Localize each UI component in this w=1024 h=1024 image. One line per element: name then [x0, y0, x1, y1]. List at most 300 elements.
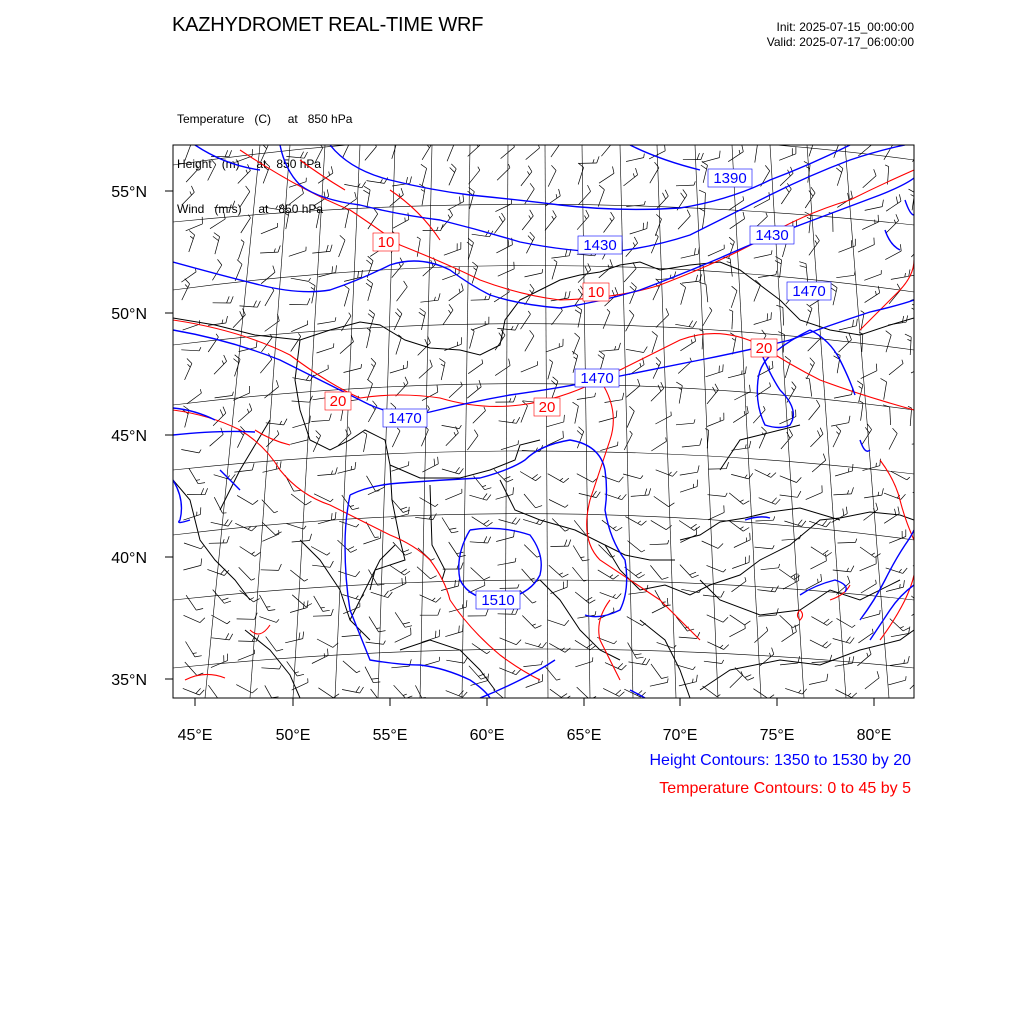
wind-barb-flag [200, 389, 201, 393]
wind-barb-flag [560, 478, 563, 481]
wind-barb-flag [232, 201, 234, 208]
wind-barb-flag [732, 338, 735, 340]
wind-barb-staff [547, 620, 564, 626]
wind-barb-flag [876, 364, 877, 371]
wind-barb-flag [871, 553, 874, 555]
wind-barb-flag [609, 136, 613, 142]
wind-barb-flag [511, 326, 513, 330]
wind-barb-staff [261, 272, 275, 284]
wind-barb-flag [355, 192, 357, 199]
wind-barb-staff [624, 689, 640, 697]
wind-barb-flag [379, 631, 386, 632]
wind-barb-flag [724, 645, 729, 650]
wind-barb-flag [297, 674, 304, 676]
wind-barb-flag [587, 644, 593, 648]
wind-barb-flag [807, 304, 812, 308]
wind-barb-flag [333, 694, 339, 698]
wind-barb-flag [488, 674, 489, 681]
wind-barb-staff [680, 472, 698, 475]
wind-barb-flag [551, 381, 556, 386]
wind-barb-flag [310, 534, 312, 541]
wind-barb-staff [499, 668, 516, 675]
wind-barb-flag [224, 520, 228, 526]
wind-barb-flag [253, 599, 259, 602]
wind-barb-staff [422, 637, 439, 643]
wind-barb-flag [409, 507, 410, 514]
wind-barb-staff [890, 619, 903, 631]
wind-barb-flag [222, 361, 224, 365]
wind-barb-flag [405, 218, 406, 222]
wind-barb-flag [585, 216, 587, 220]
wind-barb-flag [231, 474, 235, 480]
wind-barb-flag [535, 626, 541, 629]
wind-barb-staff [780, 476, 797, 483]
wind-barb-flag [450, 168, 455, 173]
wind-barb-staff [291, 278, 309, 281]
wind-barb-staff [259, 617, 276, 623]
wind-barb-staff [522, 216, 533, 230]
wind-barb-flag [485, 488, 492, 490]
wind-barb-flag [636, 572, 642, 576]
wind-barb-flag [205, 488, 208, 494]
wind-barb-flag [190, 192, 192, 196]
latitude-labels [111, 184, 147, 689]
wind-barb-staff [183, 324, 200, 330]
init-time: Init: 2025-07-15_00:00:00 [776, 20, 914, 34]
wind-barb-flag [357, 671, 361, 673]
wind-barb-flag [588, 263, 591, 269]
wind-barb-staff [754, 631, 767, 643]
wind-barb-staff [579, 493, 597, 497]
wind-barb-staff [317, 474, 335, 476]
temperature-label [325, 392, 351, 410]
wind-barb-flag [452, 532, 459, 533]
wind-barb-staff [761, 568, 779, 570]
wind-barb-flag [482, 359, 483, 363]
wind-barb-flag [280, 461, 281, 468]
wind-barb-flag [715, 384, 718, 390]
wind-barb-staff [886, 201, 901, 211]
wind-barb-staff [914, 471, 928, 482]
wind-barb-staff [552, 519, 565, 532]
wind-barb-staff [496, 245, 512, 253]
wind-barb-staff [238, 654, 255, 661]
wind-barb-flag [508, 164, 510, 168]
wind-barb-flag [629, 310, 634, 315]
wind-barb-flag [279, 564, 282, 570]
wind-barb-staff [316, 210, 320, 228]
wind-barb-flag [610, 259, 612, 266]
wind-barb-staff [678, 216, 690, 229]
wind-barb-flag [907, 477, 910, 480]
wind-barb-flag [335, 512, 336, 519]
wind-barb-flag [904, 660, 905, 664]
wind-barb-flag [528, 236, 533, 241]
wind-barb-flag [618, 495, 621, 498]
wind-barb-flag [869, 648, 871, 655]
wind-barb-staff [500, 638, 517, 645]
wind-barb-staff [707, 420, 724, 427]
wind-barb-staff [809, 215, 811, 233]
wind-barb-flag [643, 223, 644, 230]
wind-barb-staff [237, 495, 253, 504]
wind-barb-flag [619, 343, 621, 350]
wind-barb-staff [183, 565, 201, 570]
wind-barb-staff [289, 193, 303, 204]
wind-barb-flag [516, 670, 521, 675]
wind-barb-flag [902, 360, 903, 364]
wind-barb-staff [472, 517, 487, 527]
wind-barb-staff [184, 615, 200, 622]
wind-barb-flag [284, 419, 287, 425]
wind-barb-staff [650, 168, 659, 184]
wind-barb-flag [745, 675, 751, 678]
wind-barb-flag [516, 640, 521, 645]
wind-barb-staff [911, 596, 925, 608]
lon-label: 55°E [372, 727, 408, 744]
wind-barb-staff [653, 362, 661, 378]
wind-barb-flag [213, 236, 219, 240]
wind-barb-flag [745, 577, 746, 581]
wind-barb-flag [694, 181, 695, 185]
wind-barb-staff [708, 249, 724, 256]
wind-barb-flag [483, 494, 487, 500]
wind-barb-flag [345, 137, 350, 142]
wind-barb-flag [723, 569, 726, 572]
wind-barb-flag [401, 188, 403, 195]
wind-barb-flag [656, 357, 661, 362]
wind-barb-flag [564, 415, 565, 422]
wind-barb-flag [730, 243, 733, 246]
page-title: KAZHYDROMET REAL-TIME WRF [172, 14, 484, 36]
wind-barb-flag [434, 297, 435, 301]
wind-barb-staff [240, 192, 250, 207]
wind-barb-flag [619, 692, 624, 697]
wind-barb-staff [261, 227, 278, 234]
axis-ticks [165, 191, 874, 706]
wind-barb-flag [621, 665, 626, 670]
wind-barb-flag [924, 598, 926, 605]
wind-barb-staff [884, 514, 899, 524]
wind-barb-flag [696, 675, 697, 682]
wind-barb-flag [723, 364, 724, 371]
wind-barb-flag [928, 480, 932, 482]
wind-barb-staff [755, 547, 773, 549]
wind-barb-staff [548, 362, 553, 379]
wind-barb-flag [694, 248, 695, 255]
wind-barb-staff [651, 441, 666, 451]
wind-barb-flag [459, 468, 463, 474]
wind-barb-staff [471, 300, 489, 301]
wind-barb-staff [521, 406, 528, 423]
wind-barb-staff [676, 185, 694, 186]
wind-barb-flag [397, 309, 402, 314]
wind-barb-flag [221, 569, 226, 574]
wind-barb-flag [229, 150, 232, 157]
wind-barb-flag [726, 462, 728, 469]
wind-barb-staff [233, 393, 249, 400]
wind-barb-staff [914, 636, 931, 641]
wind-barb-flag [818, 579, 819, 583]
wind-barb-staff [884, 144, 893, 160]
wind-barb-flag [247, 409, 248, 413]
wind-barb-staff [889, 364, 903, 375]
wind-barb-flag [478, 167, 480, 171]
wind-barb-flag [227, 296, 230, 303]
wind-barb-flag [553, 210, 557, 216]
wind-barb-flag [198, 483, 205, 484]
wind-barb-staff [858, 245, 874, 253]
wind-barb-flag [403, 694, 407, 695]
wind-barb-staff [468, 363, 483, 373]
wind-barb-staff [185, 364, 192, 380]
wind-barb-flag [662, 677, 669, 679]
wind-barb-flag [559, 573, 563, 575]
wind-barb-flag [897, 284, 900, 290]
wind-barb-flag [518, 584, 519, 588]
wind-barb-flag [649, 488, 651, 495]
wind-barb-flag [852, 693, 857, 698]
wind-barb-flag [459, 197, 460, 204]
wind-barb-flag [861, 311, 864, 313]
wind-barb-staff [186, 642, 195, 657]
wind-barb-staff [809, 681, 827, 685]
wind-barb-flag [253, 500, 259, 504]
wind-barb-flag [720, 645, 723, 648]
wind-barb-flag [303, 632, 304, 639]
wind-barb-staff [730, 615, 745, 625]
wind-barb-flag [231, 296, 234, 303]
wind-barb-staff [317, 321, 335, 324]
wind-barb-staff [837, 618, 853, 627]
wind-barb-staff [779, 569, 794, 579]
wind-barb-flag [474, 430, 478, 436]
svg-text:1470: 1470 [388, 410, 422, 427]
wind-barb-flag [249, 404, 251, 411]
wind-barb-flag [565, 648, 570, 652]
wind-barb-staff [290, 570, 304, 581]
wind-barb-flag [404, 571, 410, 575]
wind-barb-staff [339, 240, 345, 257]
wind-barb-flag [900, 626, 904, 628]
wind-barb-staff [707, 565, 724, 572]
wind-barb-staff [577, 474, 593, 483]
wind-barb-flag [722, 660, 724, 664]
wind-barb-staff [238, 171, 251, 184]
wind-barb-flag [331, 166, 333, 173]
wind-barb-flag [748, 678, 754, 681]
wind-barb-flag [507, 700, 511, 702]
wind-barb-flag [694, 419, 695, 423]
wind-barb-flag [683, 190, 687, 196]
country-boundaries [173, 262, 914, 698]
wind-barb-flag [226, 316, 228, 323]
wind-barb-staff [368, 214, 378, 229]
wind-barb-flag [327, 189, 328, 196]
wind-barb-flag [541, 661, 542, 665]
wind-barb-staff [780, 663, 798, 665]
wind-barb-flag [216, 334, 218, 337]
wind-barb-flag [882, 200, 883, 207]
wind-barb-flag [328, 649, 329, 656]
lon-label: 60°E [469, 727, 505, 744]
wind-barb-staff [839, 246, 856, 253]
wind-barb-staff [628, 592, 646, 594]
wind-barb-staff [656, 470, 673, 477]
wind-barb-flag [283, 208, 289, 212]
wind-barb-flag [405, 553, 412, 556]
wind-barb-staff [732, 562, 749, 568]
wind-barb-flag [655, 162, 659, 168]
wind-barb-flag [197, 165, 199, 169]
wind-barb-flag [405, 576, 406, 583]
wind-barb-staff [396, 337, 402, 354]
wind-barb-flag [294, 490, 301, 491]
wind-barb-staff [449, 386, 462, 398]
wind-barb-staff [498, 562, 516, 565]
wind-barb-flag [882, 488, 884, 495]
wind-barb-flag [622, 393, 624, 400]
wind-barb-staff [805, 193, 815, 208]
wind-barb-flag [745, 624, 746, 628]
wind-barb-staff [441, 362, 445, 380]
wind-barb-staff [680, 341, 695, 351]
wind-barb-staff [810, 434, 823, 447]
height-label [575, 369, 619, 387]
wind-barb-flag [638, 521, 641, 524]
wind-barb-staff [755, 470, 771, 478]
wind-barb-staff [234, 470, 252, 472]
wind-barb-staff [240, 547, 255, 557]
wind-barb-flag [848, 693, 851, 696]
wind-barb-staff [495, 204, 511, 212]
wind-barb-flag [226, 633, 229, 639]
wind-barb-flag [222, 320, 223, 324]
wind-barb-flag [438, 609, 441, 616]
wind-barb-flag [335, 467, 337, 474]
wind-barb-staff [214, 361, 227, 374]
wind-barb-flag [906, 315, 908, 322]
wind-barb-staff [728, 152, 743, 162]
wind-barb-flag [836, 426, 841, 431]
wind-barb-flag [201, 546, 204, 549]
wind-barb-staff [910, 337, 911, 355]
field-temperature: Temperature (C) at 850 hPa [177, 112, 353, 126]
wind-barb-staff [497, 328, 515, 330]
wind-barb-flag [690, 358, 692, 362]
wind-barb-flag [384, 591, 388, 597]
wind-barb-staff [732, 311, 733, 329]
wind-barb-flag [815, 241, 817, 244]
lon-label: 45°E [177, 727, 213, 744]
wind-barb-flag [461, 382, 463, 386]
wind-barb-flag [228, 520, 232, 526]
wind-barb-staff [676, 617, 687, 631]
wind-barb-staff [780, 260, 782, 278]
wind-barb-staff [833, 570, 851, 572]
wind-barb-flag [930, 483, 931, 490]
wind-barb-flag [636, 168, 638, 175]
wind-barb-flag [449, 304, 453, 310]
wind-barb-flag [375, 537, 379, 538]
wind-barb-staff [395, 635, 411, 643]
wind-barb-flag [789, 429, 792, 435]
wind-barb-staff [447, 145, 454, 162]
wind-barb-staff [369, 570, 378, 586]
wind-barb-flag [196, 480, 200, 481]
wind-barb-staff [394, 314, 402, 330]
wind-barb-flag [331, 513, 332, 520]
wind-barb-flag [276, 206, 278, 210]
wind-barb-staff [910, 676, 923, 689]
wind-barb-flag [577, 431, 582, 436]
wind-barb-flag [903, 628, 909, 631]
wind-barb-staff [550, 587, 567, 593]
wind-barb-staff [578, 270, 591, 283]
wind-barb-flag [435, 504, 438, 507]
wind-barb-flag [250, 598, 254, 600]
wind-barb-flag [316, 436, 319, 439]
wind-barb-staff [915, 171, 927, 185]
svg-text:1430: 1430 [583, 237, 617, 254]
wind-barb-staff [443, 310, 453, 325]
wind-barb-staff [211, 615, 227, 624]
wind-barb-flag [809, 135, 814, 139]
wind-barb-staff [572, 567, 583, 581]
wind-barb-staff [265, 290, 274, 306]
wind-barb-staff [781, 435, 793, 449]
wind-barb-flag [434, 459, 435, 466]
wind-barb-staff [809, 406, 820, 420]
map-content [173, 135, 938, 704]
wind-barb-flag [449, 209, 452, 215]
wind-barb-flag [826, 552, 832, 556]
wind-barb-staff [703, 311, 712, 327]
wind-barb-flag [455, 467, 459, 473]
wind-barb-flag [743, 528, 749, 532]
wind-barb-flag [928, 288, 929, 295]
wind-barb-flag [905, 273, 906, 277]
wind-barb-staff [260, 252, 278, 253]
wind-barb-flag [199, 347, 201, 351]
wind-barb-staff [601, 350, 619, 352]
wind-barb-staff [389, 565, 404, 575]
wind-barb-staff [682, 281, 700, 283]
wind-barb-flag [513, 487, 514, 494]
wind-barb-flag [530, 290, 532, 293]
wind-barb-staff [549, 643, 565, 652]
wind-barb-flag [836, 168, 841, 172]
wind-barb-staff [260, 595, 269, 611]
wind-barb-staff [471, 568, 484, 580]
wind-barb-staff [630, 229, 647, 234]
wind-barb-flag [691, 339, 692, 343]
wind-barb-flag [510, 398, 511, 402]
svg-text:1390: 1390 [713, 170, 747, 187]
wind-barb-flag [850, 638, 854, 644]
wind-barb-flag [527, 171, 529, 174]
wind-barb-staff [210, 434, 224, 446]
wind-barb-staff [862, 222, 878, 230]
wind-barb-flag [456, 427, 459, 433]
wind-barb-flag [448, 215, 450, 219]
wind-barb-flag [449, 310, 451, 313]
wind-barb-flag [691, 524, 697, 528]
wind-barb-flag [772, 498, 777, 503]
wind-barb-flag [421, 189, 424, 191]
wind-barb-flag [642, 658, 646, 664]
wind-barb-staff [290, 608, 307, 613]
